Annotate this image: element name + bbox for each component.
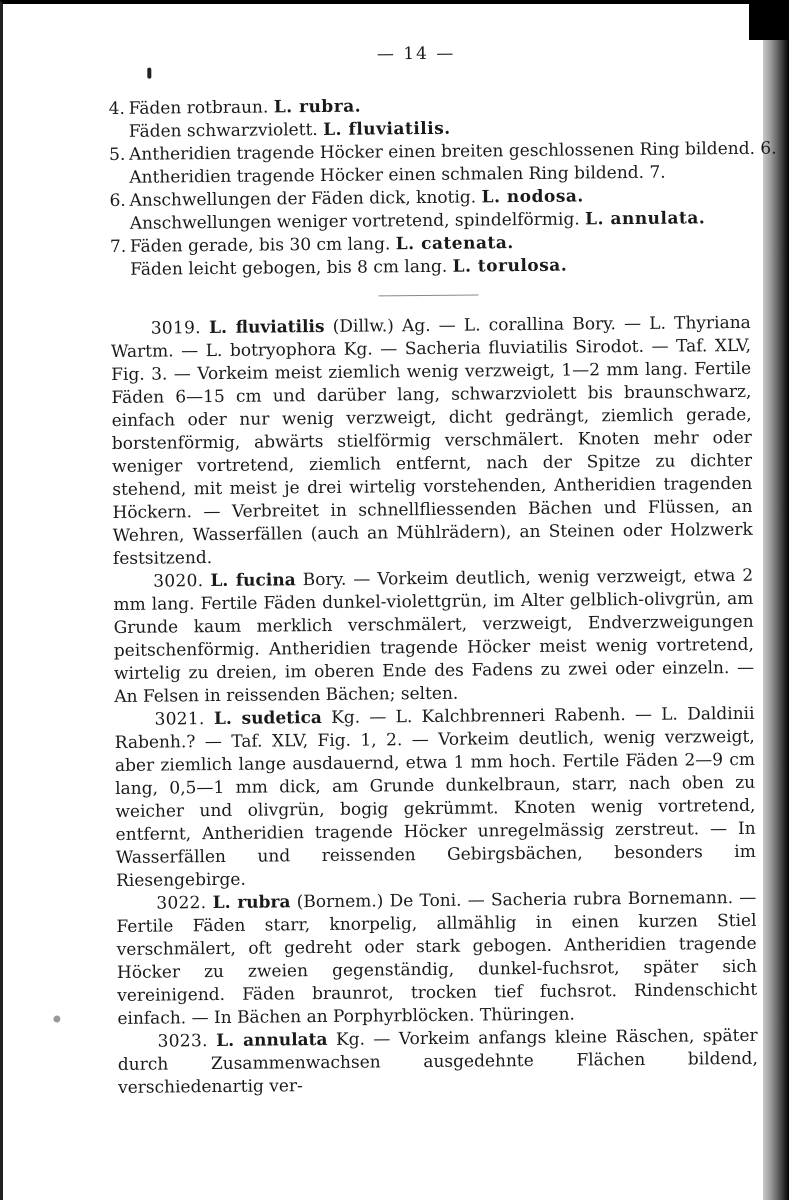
key-taxon: L. annulata.	[585, 208, 706, 230]
key-taxon: L. nodosa.	[481, 186, 584, 208]
species-number: 3021.	[154, 709, 205, 730]
key-number: 4.	[108, 98, 125, 119]
key-text: Antheridien tragende Höcker einen breiten geschlossenen Ring bildend. 6.	[129, 138, 777, 165]
key-taxon: L. rubra.	[273, 96, 362, 118]
species-descriptions	[111, 312, 758, 1100]
ink-spot	[53, 1016, 60, 1023]
key-text: Anschwellungen der Fäden dick, knotig.	[129, 187, 477, 211]
species-entry	[111, 312, 753, 571]
species-number: 3020.	[153, 571, 204, 592]
species-name: L. fluviatilis	[209, 316, 325, 339]
species-description: Kg. — Vorkeim anfangs kleine Räschen, später durch Zusammenwachsen ausgedehnte Flächen bildend, verschiedenartig ver-	[117, 1025, 758, 1098]
page-number: — 14 —	[376, 43, 456, 65]
key-text: Fäden rotbraun.	[128, 97, 269, 119]
key-taxon: L. fluviatilis.	[323, 118, 451, 140]
species-entry	[114, 703, 756, 893]
scan-edge-shadow	[763, 0, 789, 1200]
species-description: (Bornem.) De Toni. — Sacheria rubra Bornemann. — Fertile Fäden starr, knorpelig, allmählig in einen kurzen Stiel verschmälert, oft gedreht oder stark gebogen. Antheridien tragende Höcker zu zweien gegenständig, dunkel-fuchsrot, später sich vereinigend. Fäden braunrot, trocken tief fuchsrot. Rindenschicht einfach. — In Bächen an Porphyrblöcken. Thüringen.	[116, 887, 758, 1029]
scan-corner	[749, 0, 789, 40]
key-number: 7.	[109, 236, 127, 257]
species-name: L. fucina	[210, 570, 296, 592]
species-name: L. rubra	[212, 892, 291, 914]
species-name: L. sudetica	[213, 707, 322, 730]
species-number: 3019.	[150, 318, 202, 339]
key-number: 5.	[109, 144, 126, 165]
species-entry	[118, 1025, 759, 1100]
key-text: Fäden gerade, bis 30 cm lang.	[129, 234, 391, 257]
ink-spot	[147, 68, 151, 79]
species-description: Kg. — L. Kalchbrenneri Rabenh. — L. Daldinii Rabenh.? — Taf. XLV, Fig. 1, 2. — Vorkeim deutlich, wenig verzweigt, aber ziemlich lange ausdauernd, etwa 1 mm hoch. Fertile Fäden 2—9 cm lang, 0,5—1 mm dick, am Grunde dunkelbraun, starr, nach oben zu weicher und olivgrün, bogig gekrümmt. Knoten wenig vortretend, entfernt, Antheridien tragende Höcker unregelmässig zerstreut. — In Wasserfällen und reissenden Gebirgsbächen, besonders im Riesengebirge.	[114, 703, 756, 891]
species-entry	[116, 887, 757, 1031]
identification-key	[108, 92, 777, 282]
key-text: Anschwellungen weniger vortretend, spindelförmig.	[129, 209, 580, 234]
key-taxon: L. catenata.	[395, 233, 514, 255]
species-number: 3023.	[157, 1031, 208, 1052]
key-text: Antheridien tragende Höcker einen schmalen Ring bildend. 7.	[129, 162, 666, 188]
key-taxon: L. torulosa.	[452, 255, 568, 277]
species-entry	[113, 565, 754, 709]
key-number: 6.	[109, 190, 126, 211]
species-number: 3022.	[156, 893, 207, 914]
key-text: Fäden schwarzviolett.	[128, 119, 318, 142]
key-text: Fäden leicht gebogen, bis 8 cm lang.	[130, 256, 448, 280]
species-description: Bory. — Vorkeim deutlich, wenig verzweigt, etwa 2 mm lang. Fertile Fäden dunkel-violettgrün, im Alter gelblich-olivgrün, am Grunde kaum merklich verschmälert, verzweigt, Endverzweigungen peitschenförmig. Antheridien tragende Höcker meist wenig vortretend, wirtelig zu dreien, im oberen Ende des Fadens zu zwei oder einzeln. — An Felsen in reissenden Bächen; selten.	[113, 565, 755, 707]
species-name: L. annulata	[216, 1029, 328, 1052]
species-description: (Dillw.) Ag. — L. corallina Bory. — L. Thyriana Wartm. — L. botryophora Kg. — Sacheria fluviatilis Sirodot. — Taf. XLV, Fig. 3. — Vorkeim meist ziemlich wenig verzweigt, 1—2 mm lang. Fertile Fäden 6—15 cm und darüber lang, schwarzviolett bis braunschwarz, einfach oder nur wenig verzweigt, dicht gedrängt, ziemlich gerade, borstenförmig, abwärts stielförmig verschmälert. Knoten mehr oder weniger vortretend, ziemlich entfernt, nach der Spitze zu dichter stehend, mit meist je drei wirtelig vorstehenden, Antheridien tragenden Höckern. — Verbreitet in schnellfliessenden Bächen und Flüssen, an Wehren, Wasserfällen (auch an Mühlrädern), an Steinen oder Holzwerk festsitzend.	[110, 312, 753, 569]
